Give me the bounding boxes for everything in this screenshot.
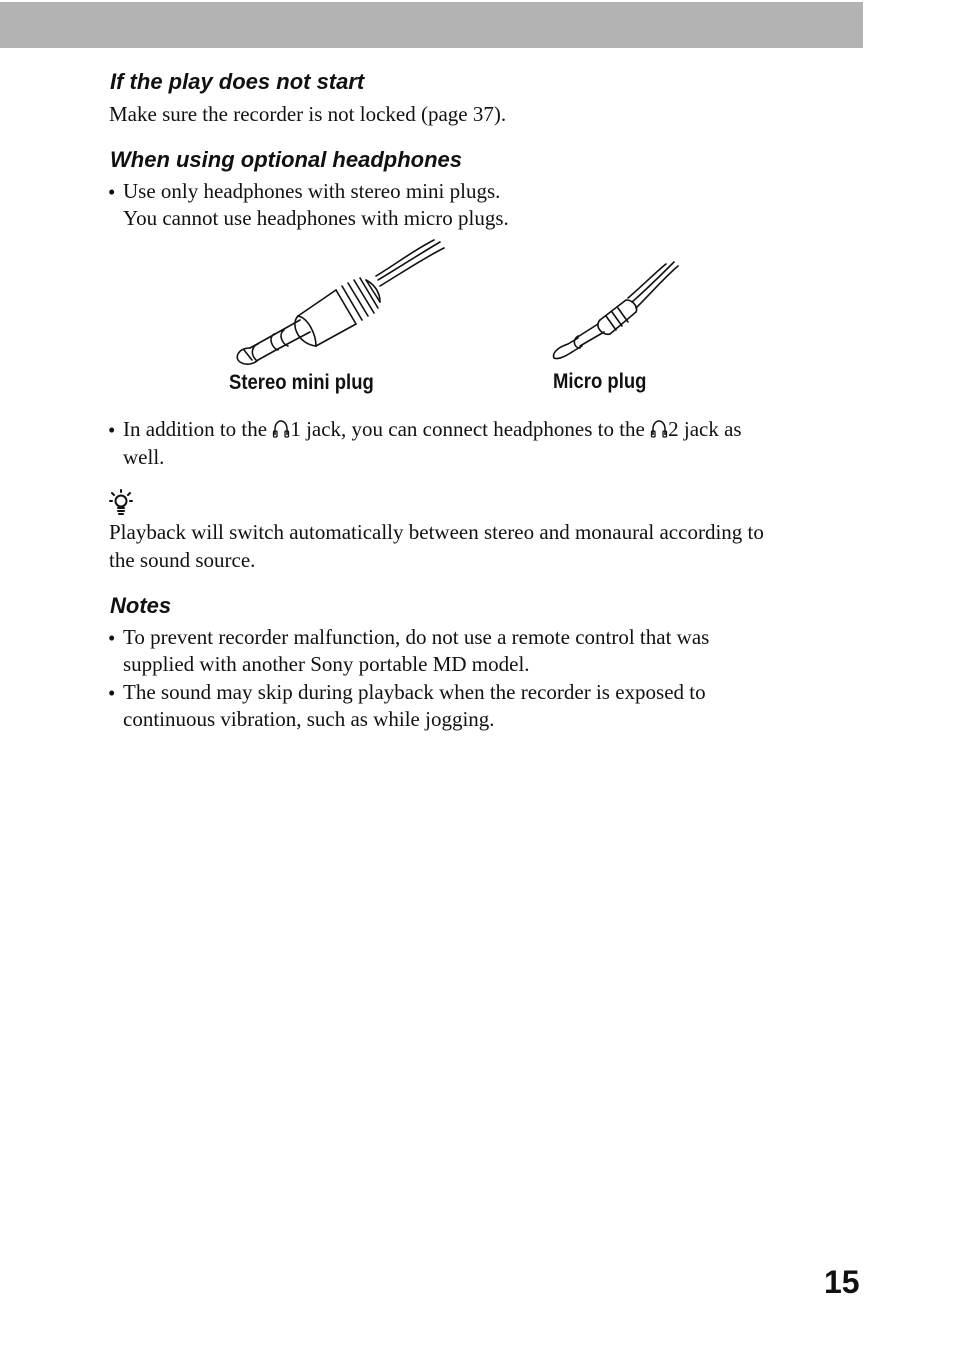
bullet-headphone-jacks-continued: well.	[123, 445, 165, 469]
page-number: 15	[824, 1264, 860, 1300]
note-2-line-2: continuous vibration, such as while jogging.	[123, 707, 495, 731]
bullet-jacks-text-c: 2 jack as	[668, 417, 742, 441]
bullet-jacks-text-b: 1 jack, you can connect headphones to the	[290, 417, 651, 441]
hint-lightbulb-icon	[109, 487, 137, 517]
micro-plug-illustration	[548, 262, 688, 362]
bullet-headphone-jacks	[123, 416, 742, 444]
paragraph-not-locked: Make sure the recorder is not locked (page 37).	[109, 102, 507, 126]
stereo-mini-plug-label: Stereo mini plug	[229, 371, 374, 394]
bullet-stereo-mini-plugs: Use only headphones with stereo mini plugs.	[123, 179, 501, 203]
bullet-marker: •	[108, 626, 116, 650]
heading-optional-headphones: When using optional headphones	[110, 147, 462, 172]
micro-plug-label: Micro plug	[553, 370, 647, 393]
note-1-line-2: supplied with another Sony portable MD model.	[123, 652, 530, 676]
hint-line-1: Playback will switch automatically between stereo and monaural according to	[109, 520, 764, 544]
bullet-marker: •	[108, 418, 116, 442]
heading-if-play-does-not-start: If the play does not start	[110, 69, 365, 94]
bullet-jacks-text-a: In addition to the	[123, 417, 273, 441]
hint-line-2: the sound source.	[109, 548, 256, 572]
heading-notes: Notes	[110, 593, 172, 618]
headphone-icon	[650, 419, 668, 439]
bullet-micro-plugs-continued: You cannot use headphones with micro plugs.	[123, 206, 509, 230]
header-bar	[0, 2, 863, 48]
bullet-marker: •	[108, 681, 116, 705]
note-2-line-1: The sound may skip during playback when the recorder is exposed to	[123, 680, 706, 704]
note-1-line-1: To prevent recorder malfunction, do not use a remote control that was	[123, 625, 710, 649]
headphone-icon	[272, 419, 290, 439]
stereo-mini-plug-illustration	[228, 240, 448, 370]
bullet-marker: •	[108, 180, 116, 204]
